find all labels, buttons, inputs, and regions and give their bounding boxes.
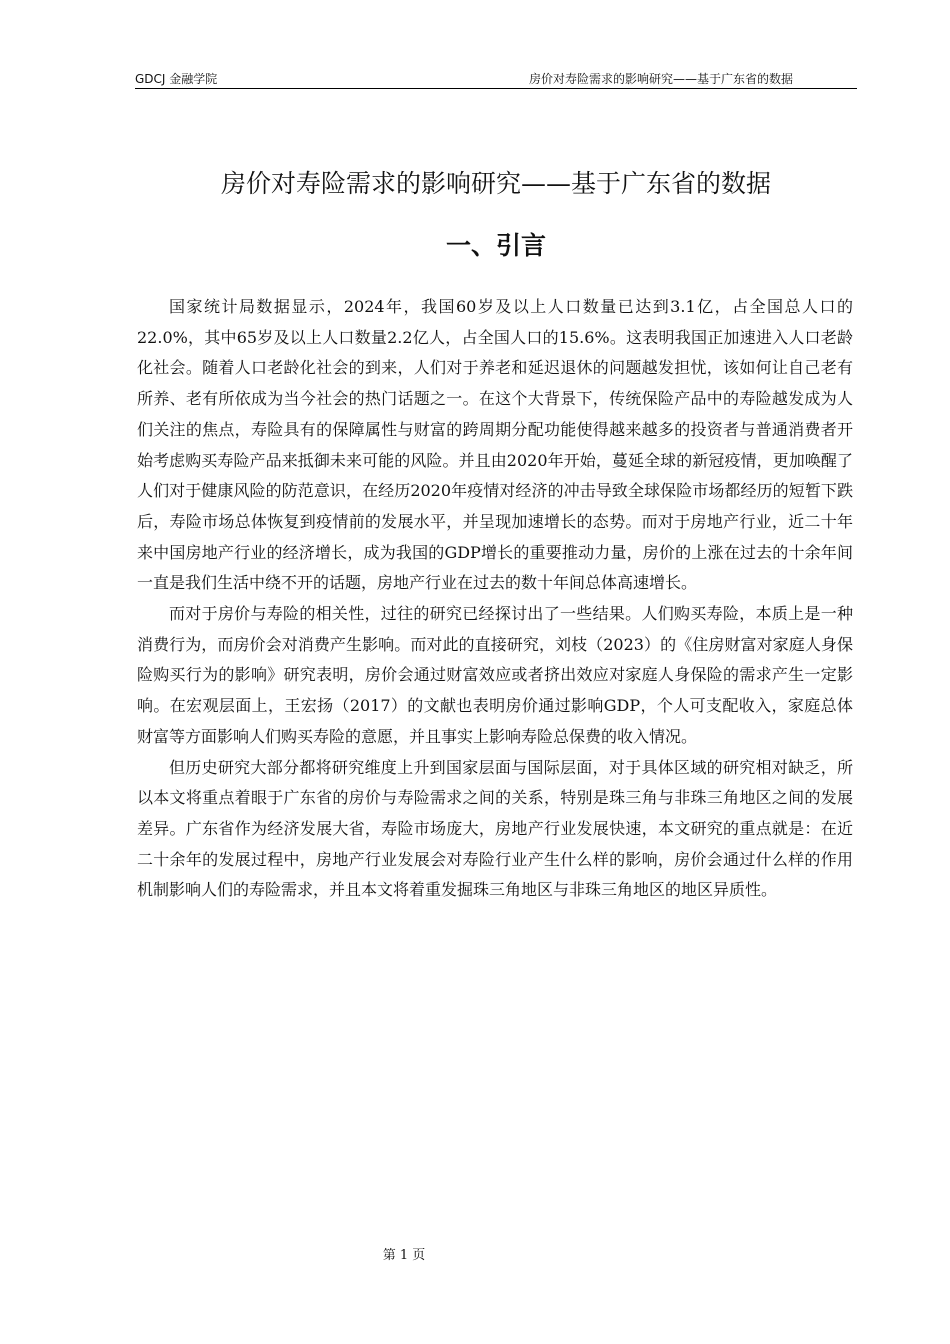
document-title: 房价对寿险需求的影响研究——基于广东省的数据 — [220, 169, 771, 198]
page-number: 第 1 页 — [382, 1248, 426, 1263]
paragraph-2: 而对于房价与寿险的相关性，过往的研究已经探讨出了一些结果。人们购买寿险，本质上是一种消费行为，而房价会对消费产生影响。而对此的直接研究，刘枝（2023）的《住房财富对家庭人身保险购买行为的影响》研究表明，房价会通过财富效应或者挤出效应对家庭人身保险的需求产生一定影响。在宏观层面上，王宏扬（2017）的文献也表明房价通过影响GDP，个人可支配收入，家庭总体财富等方面影响人们购买寿险的意愿，并且事实上影响寿险总保费的收入情况。 — [137, 604, 853, 746]
header-running-title: 房价对寿险需求的影响研究——基于广东省的数据 — [528, 72, 793, 86]
paragraph-1: 国家统计局数据显示，2024年，我国60岁及以上人口数量已达到3.1亿，占全国总人口的22.0%，其中65岁及以上人口数量2.2亿人，占全国人口的15.6%。这表明我国正加速进入人口老龄化社会。随着人口老龄化社会的到来，人们对于养老和延迟退休的问题越发担忧，该如何让自己老有所养、老有所依成为当今社会的热门话题之一。在这个大背景下，传统保险产品中的寿险越发成为人们关注的焦点，寿险具有的保障属性与财富的跨周期分配功能使得越来越多的投资者与普通消费者开始考虑购买寿险产品来抵御未来可能的风险。并且由2020年开始，蔓延全球的新冠疫情，更加唤醒了人们对于健康风险的防范意识，在经历2020年疫情对经济的冲击导致全球保险市场都经历的短暂下跌后，寿险市场总体恢复到疫情前的发展水平，并呈现加速增长的态势。而对于房地产行业，近二十年来中国房地产行业的经济增长，成为我国的GDP增长的重要推动力量，房价的上涨在过去的十余年间一直是我们生活中绕不开的话题，房地产行业在过去的数十年间总体高速增长。 — [137, 297, 853, 593]
body-text — [137, 292, 853, 906]
paragraph-3: 但历史研究大部分都将研究维度上升到国家层面与国际层面，对于具体区域的研究相对缺乏，所以本文将重点着眼于广东省的房价与寿险需求之间的关系，特别是珠三角与非珠三角地区之间的发展差异。广东省作为经济发展大省，寿险市场庞大，房地产行业发展快速，本文研究的重点就是：在近二十余年的发展过程中，房地产行业发展会对寿险行业产生什么样的影响，房价会通过什么样的作用机制影响人们的寿险需求，并且本文将着重发掘珠三角地区与非珠三角地区的地区异质性。 — [137, 757, 853, 900]
header-institution: GDCJ 金融学院 — [135, 72, 218, 86]
section-heading-introduction: 一、引言 — [445, 231, 546, 260]
page-header — [135, 70, 857, 89]
